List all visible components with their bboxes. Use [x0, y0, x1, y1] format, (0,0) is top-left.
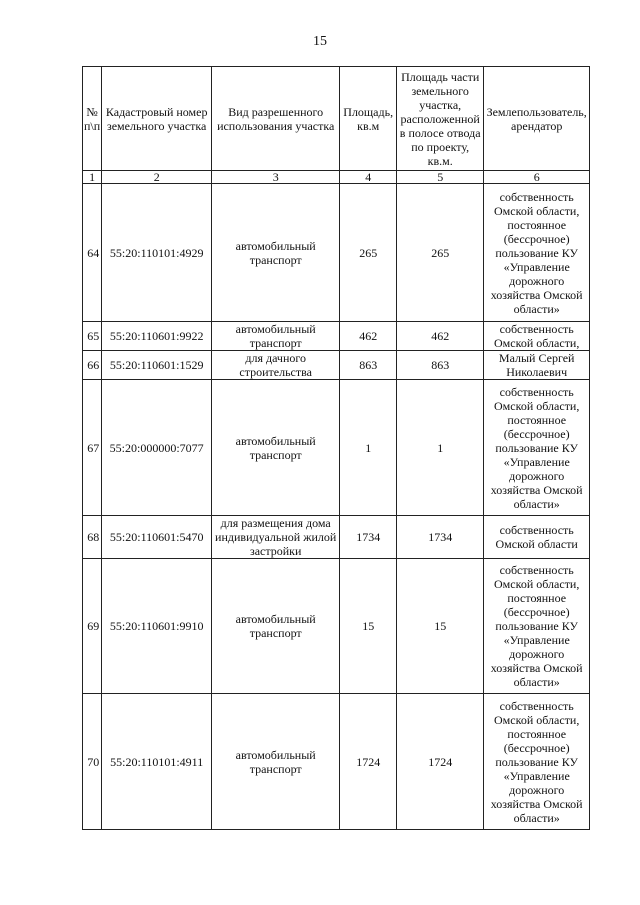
column-index: 3 [212, 171, 340, 184]
land-user: собственность Омской области, постоянное (бессрочное) пользование КУ «Управление дорожного хозяйства Омской области» [484, 559, 590, 694]
header-part-area: Площадь части земельного участка, расположенной в полосе отвода по проекту, кв.м. [397, 67, 484, 171]
cadastral-number: 55:20:110601:9910 [102, 559, 212, 694]
cadastral-number: 55:20:110101:4911 [102, 694, 212, 830]
land-plots-table [82, 66, 590, 830]
part-area: 863 [397, 351, 484, 380]
plot-area: 1724 [340, 694, 397, 830]
part-area: 15 [397, 559, 484, 694]
table-row [83, 694, 590, 830]
plot-area: 462 [340, 322, 397, 351]
row-number: 66 [83, 351, 102, 380]
permitted-use: автомобильный транспорт [212, 322, 340, 351]
column-index: 1 [83, 171, 102, 184]
plot-area: 1734 [340, 516, 397, 559]
part-area: 1724 [397, 694, 484, 830]
part-area: 265 [397, 184, 484, 322]
table-row [83, 380, 590, 516]
permitted-use: автомобильный транспорт [212, 184, 340, 322]
land-user: Малый Сергей Николаевич [484, 351, 590, 380]
table-row [83, 322, 590, 351]
cadastral-number: 55:20:110101:4929 [102, 184, 212, 322]
header-num: № п\п [83, 67, 102, 171]
plot-area: 863 [340, 351, 397, 380]
land-user: собственность Омской области, постоянное (бессрочное) пользование КУ «Управление дорожного хозяйства Омской области» [484, 380, 590, 516]
column-index: 5 [397, 171, 484, 184]
header-cadastral: Кадастровый номер земельного участка [102, 67, 212, 171]
column-index: 2 [102, 171, 212, 184]
header-row [83, 67, 590, 171]
row-number: 68 [83, 516, 102, 559]
row-number: 65 [83, 322, 102, 351]
column-index-row [83, 171, 590, 184]
header-usage: Вид разрешенного использования участка [212, 67, 340, 171]
column-index: 4 [340, 171, 397, 184]
plot-area: 15 [340, 559, 397, 694]
table-row [83, 351, 590, 380]
row-number: 64 [83, 184, 102, 322]
plot-area: 265 [340, 184, 397, 322]
land-user: собственность Омской области [484, 516, 590, 559]
permitted-use: автомобильный транспорт [212, 694, 340, 830]
land-user: собственность Омской области, [484, 322, 590, 351]
table-row [83, 184, 590, 322]
permitted-use: автомобильный транспорт [212, 380, 340, 516]
permitted-use: автомобильный транспорт [212, 559, 340, 694]
part-area: 462 [397, 322, 484, 351]
table-row [83, 559, 590, 694]
cadastral-number: 55:20:110601:9922 [102, 322, 212, 351]
table-row [83, 516, 590, 559]
row-number: 67 [83, 380, 102, 516]
cadastral-number: 55:20:110601:5470 [102, 516, 212, 559]
header-user: Землепользователь, арендатор [484, 67, 590, 171]
cadastral-number: 55:20:110601:1529 [102, 351, 212, 380]
plot-area: 1 [340, 380, 397, 516]
part-area: 1 [397, 380, 484, 516]
row-number: 69 [83, 559, 102, 694]
land-user: собственность Омской области, постоянное (бессрочное) пользование КУ «Управление дорожного хозяйства Омской области» [484, 694, 590, 830]
row-number: 70 [83, 694, 102, 830]
cadastral-number: 55:20:000000:7077 [102, 380, 212, 516]
part-area: 1734 [397, 516, 484, 559]
permitted-use: для дачного строительства [212, 351, 340, 380]
page-number: 15 [313, 34, 327, 49]
land-user: собственность Омской области, постоянное (бессрочное) пользование КУ «Управление дорожного хозяйства Омской области» [484, 184, 590, 322]
permitted-use: для размещения дома индивидуальной жилой застройки [212, 516, 340, 559]
column-index: 6 [484, 171, 590, 184]
header-area: Площадь, кв.м [340, 67, 397, 171]
